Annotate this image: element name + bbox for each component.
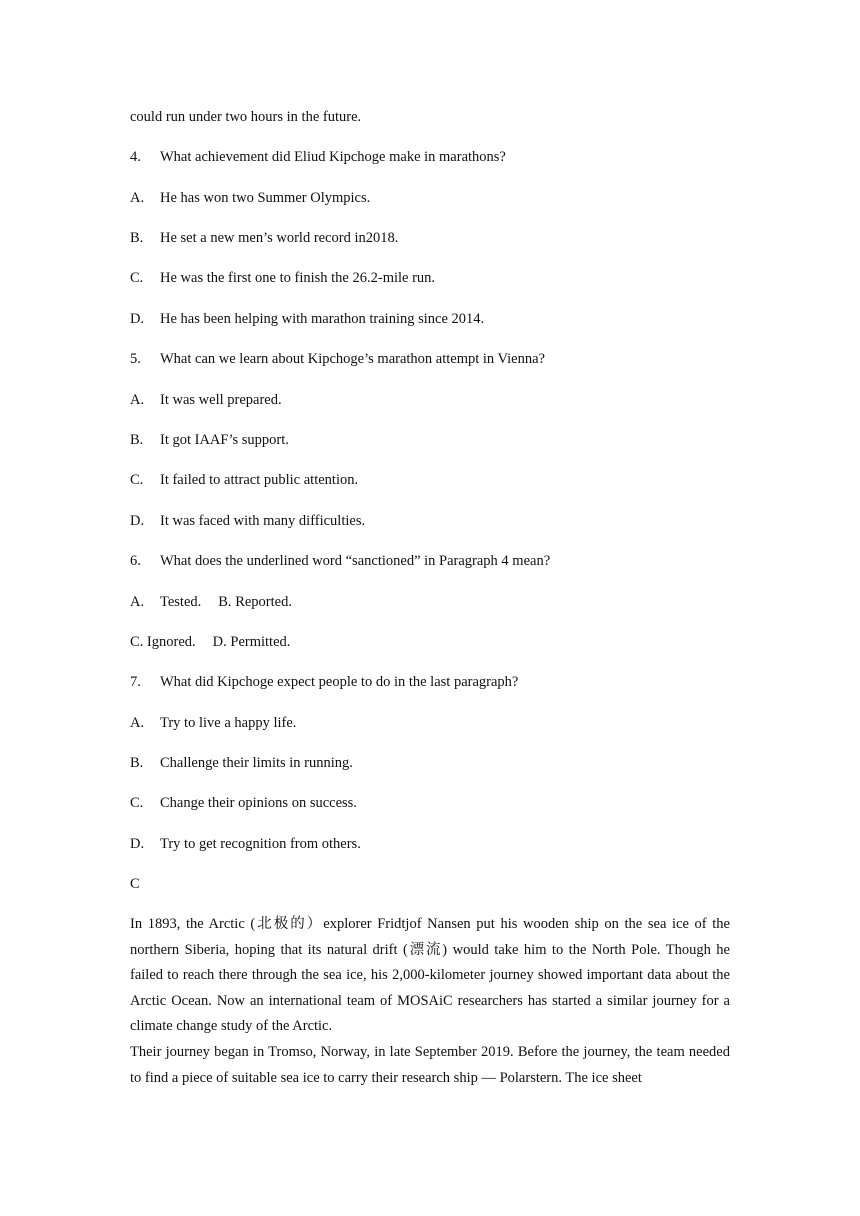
option-letter: D. — [212, 634, 227, 650]
option-letter: C. — [130, 634, 144, 650]
question-7-option-c — [130, 794, 357, 812]
option-letter: A. — [130, 392, 145, 408]
section-label: C — [130, 876, 140, 892]
paragraph-1: In 1893, the Arctic (北极的）explorer Fridtjof Nansen put his wooden ship on the sea ice of the northern Siberia, hoping that its natural drift (漂流) would take him to the North Pole. Though he failed to reach there through the sea ice, his 2,000-kilometer journey showed important data about the Arctic Ocean. Now an international team of MOSAiC researchers has started a similar journey for a climate change study of the Arctic. — [130, 916, 730, 1034]
option-text: It was faced with many difficulties. — [160, 513, 366, 529]
option-text: Permitted. — [230, 634, 291, 650]
option-text: It was well prepared. — [160, 392, 282, 408]
question-6 — [130, 552, 550, 570]
option-letter: B. — [130, 230, 144, 246]
option-text: Tested. — [160, 594, 202, 610]
question-7-option-b — [130, 754, 353, 772]
question-number: 4. — [130, 149, 141, 165]
question-text: What can we learn about Kipchoge’s marathon attempt in Vienna? — [160, 351, 545, 367]
option-text: Try to live a happy life. — [160, 715, 297, 731]
option-letter: C. — [130, 472, 144, 488]
question-text: What achievement did Eliud Kipchoge make in marathons? — [160, 149, 506, 165]
question-number: 7. — [130, 674, 141, 690]
question-4-option-a — [130, 189, 370, 207]
option-letter: B. — [130, 432, 144, 448]
option-text: He has been helping with marathon training since 2014. — [160, 311, 485, 327]
option-letter: D. — [130, 836, 145, 852]
option-letter: D. — [130, 513, 145, 529]
option-letter: B. — [130, 755, 144, 771]
option-text: He set a new men’s world record in2018. — [160, 230, 399, 246]
option-text: He has won two Summer Olympics. — [160, 190, 371, 206]
option-text: He was the first one to finish the 26.2-mile run. — [160, 270, 436, 286]
option-text: It got IAAF’s support. — [160, 432, 289, 448]
option-text: Challenge their limits in running. — [160, 755, 353, 771]
question-5 — [130, 350, 545, 368]
option-text: Reported. — [235, 594, 292, 610]
option-letter: A. — [130, 190, 145, 206]
paragraph-2: Their journey began in Tromso, Norway, in late September 2019. Before the journey, the team needed to find a piece of suitable sea ice to carry their research ship — Polarstern. The ice sheet — [130, 1044, 730, 1086]
option-text: It failed to attract public attention. — [160, 472, 359, 488]
question-4-option-b — [130, 229, 398, 247]
option-letter: D. — [130, 311, 145, 327]
question-4-option-c — [130, 269, 435, 287]
option-text: Change their opinions on success. — [160, 795, 357, 811]
question-7 — [130, 673, 518, 691]
question-4 — [130, 148, 506, 166]
question-6-options-ab — [130, 593, 292, 611]
question-number: 6. — [130, 553, 141, 569]
question-text: What does the underlined word “sanctioned” in Paragraph 4 mean? — [160, 553, 551, 569]
option-text: Ignored. — [146, 634, 196, 650]
question-7-option-a — [130, 714, 296, 732]
option-letter: A. — [130, 594, 145, 610]
option-letter: C. — [130, 270, 144, 286]
question-5-option-a — [130, 391, 282, 409]
intro-tail-text: could run under two hours in the future. — [130, 109, 362, 125]
question-6-options-cd — [130, 633, 290, 651]
question-7-option-d — [130, 835, 361, 853]
option-letter: C. — [130, 795, 144, 811]
question-number: 5. — [130, 351, 141, 367]
question-text: What did Kipchoge expect people to do in the last paragraph? — [160, 674, 519, 690]
question-5-option-d — [130, 512, 365, 530]
option-letter: B. — [218, 594, 232, 610]
option-letter: A. — [130, 715, 145, 731]
question-4-option-d — [130, 310, 484, 328]
option-text: Try to get recognition from others. — [160, 836, 361, 852]
question-5-option-b — [130, 431, 289, 449]
question-5-option-c — [130, 471, 358, 489]
